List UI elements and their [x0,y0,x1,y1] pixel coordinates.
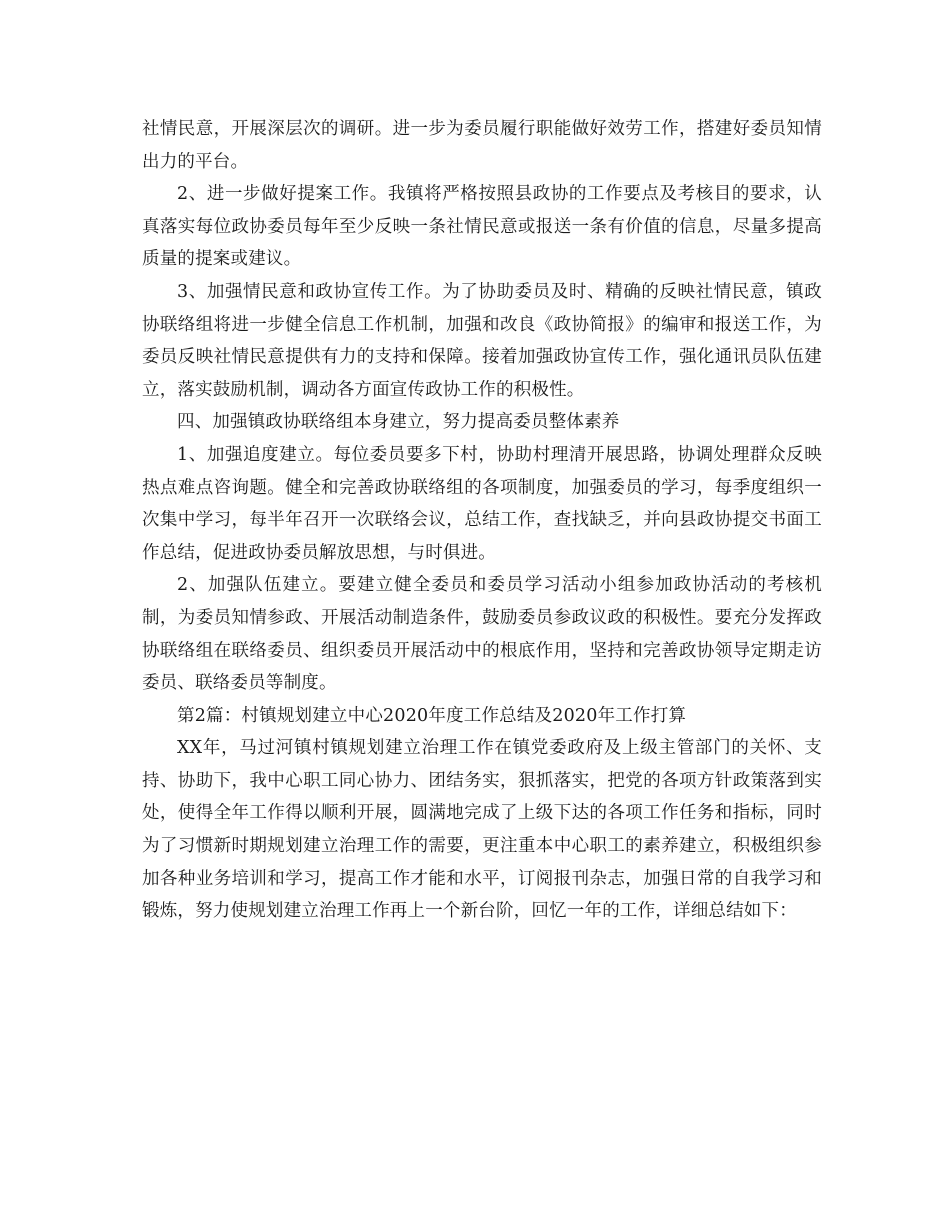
paragraph-5: 1、加强追度建立。每位委员要多下村，协助村理清开展思路，协调处理群众反映热点难点咨询题。健全和完善政协联络组的各项制度，加强委员的学习，每季度组织一次集中学习，每半年召开一次联络会议，总结工作，查找缺乏，并向县政协提交书面工作总结，促进政协委员解放思想，与时俱进。 [142,444,822,563]
paragraph-3: 3、加强情民意和政协宣传工作。为了协助委员及时、精确的反映社情民意，镇政协联络组将进一步健全信息工作机制，加强和改良《政协简报》的编审和报送工作，为委员反映社情民意提供有力的支持和保障。接着加强政协宣传工作，强化通讯员队伍建立，落实鼓励机制，调动各方面宣传政协工作的积极性。 [142,281,822,400]
paragraph-8: XX年，马过河镇村镇规划建立治理工作在镇党委政府及上级主管部门的关怀、支持、协助下，我中心职工同心协力、团结务实，狠抓落实，把党的各项方针政策落到实处，使得全年工作得以顺利开展，圆满地完成了上级下达的各项工作任务和指标，同时为了习惯新时期规划建立治理工作的需要，更注重本中心职工的素养建立，积极组织参加各种业务培训和学习，提高工作才能和水平，订阅报刊杂志，加强日常的自我学习和锻炼，努力使规划建立治理工作再上一个新台阶，回忆一年的工作，详细总结如下： [142,738,822,922]
document-body [142,113,822,928]
paragraph-2: 2、进一步做好提案工作。我镇将严格按照县政协的工作要点及考核目的要求，认真落实每位政协委员每年至少反映一条社情民意或报送一条有价值的信息，尽量多提高质量的提案或建议。 [142,184,822,270]
chapter-heading-2: 第2篇：村镇规划建立中心2020年度工作总结及2020年工作打算 [177,705,687,726]
paragraph-6: 2、加强队伍建立。要建立健全委员和委员学习活动小组参加政协活动的考核机制，为委员知情参政、开展活动制造条件，鼓励委员参政议政的积极性。要充分发挥政协联络组在联络委员、组织委员开展活动中的根底作用，坚持和完善政协领导定期走访委员、联络委员等制度。 [142,575,822,694]
paragraph-1: 社情民意，开展深层次的调研。进一步为委员履行职能做好效劳工作，搭建好委员知情出力的平台。 [142,119,822,172]
section-heading-4: 四、加强镇政协联络组本身建立，努力提高委员整体素养 [177,412,620,433]
